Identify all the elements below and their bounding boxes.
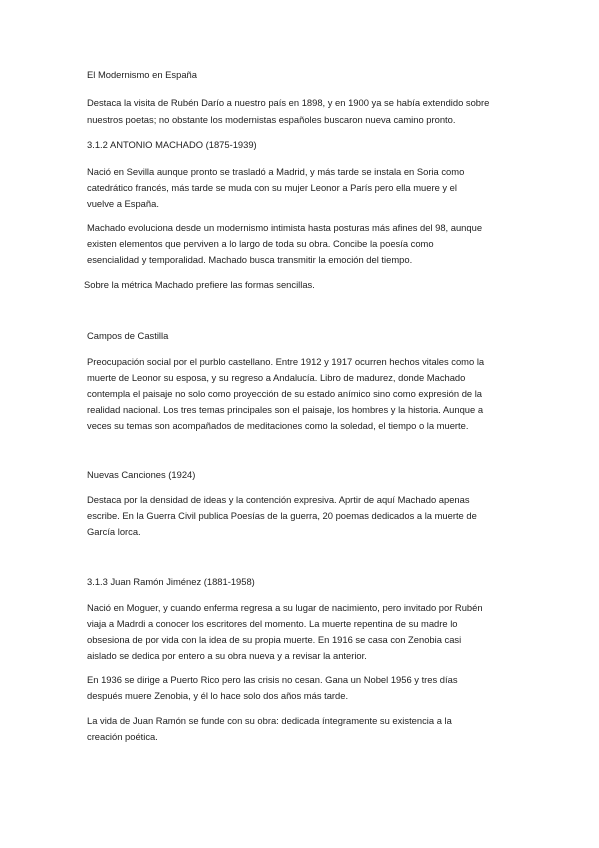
heading-machado: 3.1.2 ANTONIO MACHADO (1875-1939): [87, 139, 257, 150]
intro-paragraph-line: nuestros poetas; no obstante los modernistas españoles buscaron nueva camino pronto.: [87, 114, 456, 125]
campos-paragraph-line: contempla el paisaje no solo como proyección de su estado anímico sino como expresión de la: [87, 388, 483, 399]
intro-paragraph-line: Destaca la visita de Rubén Darío a nuestro país en 1898, y en 1900 ya se había extendido sobre: [87, 97, 490, 108]
campos-paragraph-line: muerte de Leonor su esposa, y su regreso a Andalucía. Libro de madurez, donde Machado: [87, 372, 466, 383]
heading-juan-ramon-jimenez: 3.1.3 Juan Ramón Jiménez (1881-1958): [87, 576, 255, 587]
heading-modernismo: El Modernismo en España: [87, 69, 197, 80]
nuevas-paragraph-line: García lorca.: [87, 526, 141, 537]
jrj-paragraph-line: después muere Zenobia, y él lo hace solo dos años más tarde.: [87, 690, 349, 701]
heading-nuevas-canciones: Nuevas Canciones (1924): [87, 469, 196, 480]
machado-paragraph-line: catedrático francés, más tarde se muda con su mujer Leonor a París pero ella muere y el: [87, 182, 457, 193]
jrj-paragraph-line: aislado se dedica por entero a su obra nueva y a revisar la anterior.: [87, 650, 367, 661]
machado-paragraph-line: Nació en Sevilla aunque pronto se trasladó a Madrid, y más tarde se instala en Soria como: [87, 166, 465, 177]
jrj-paragraph-line: Nació en Moguer, y cuando enferma regresa a su lugar de nacimiento, pero invitado por Rubén: [87, 602, 483, 613]
jrj-paragraph-line: viaja a Madrdi a conocer los escritores del momento. La muerte repentina de su madre lo: [87, 618, 458, 629]
nuevas-paragraph-line: escribe. En la Guerra Civil publica Poesías de la guerra, 20 poemas dedicados a la muerte de: [87, 510, 477, 521]
machado-paragraph-line: vuelve a España.: [87, 198, 159, 209]
campos-paragraph-line: realidad nacional. Los tres temas principales son el paisaje, los hombres y la historia. Aunque a: [87, 404, 484, 415]
heading-campos-de-castilla: Campos de Castilla: [87, 330, 169, 341]
campos-paragraph-line: veces su temas son acompañados de meditaciones como la soledad, el tiempo o la muerte.: [87, 420, 469, 431]
campos-paragraph-line: Preocupación social por el purblo castellano. Entre 1912 y 1917 ocurren hechos vitales como la: [87, 356, 485, 367]
jrj-paragraph-line: obsesiona de por vida con la idea de su propia muerte. En 1916 se casa con Zenobia casi: [87, 634, 462, 645]
nuevas-paragraph-line: Destaca por la densidad de ideas y la contención expresiva. Aprtir de aquí Machado apenas: [87, 494, 470, 505]
machado-paragraph-line: Machado evoluciona desde un modernismo intimista hasta posturas más afines del 98, aunque: [87, 222, 483, 233]
machado-paragraph-line: existen elementos que perviven a lo largo de toda su obra. Concibe la poesía como: [87, 238, 434, 249]
jrj-paragraph-line: La vida de Juan Ramón se funde con su obra: dedicada íntegramente su existencia a la: [87, 715, 452, 726]
jrj-paragraph-line: En 1936 se dirige a Puerto Rico pero las crisis no cesan. Gana un Nobel 1956 y tres días: [87, 674, 458, 685]
machado-paragraph-line: Sobre la métrica Machado prefiere las formas sencillas.: [84, 279, 315, 290]
machado-paragraph-line: esencialidad y temporalidad. Machado busca transmitir la emoción del tiempo.: [87, 254, 413, 265]
jrj-paragraph-line: creación poética.: [87, 731, 158, 742]
